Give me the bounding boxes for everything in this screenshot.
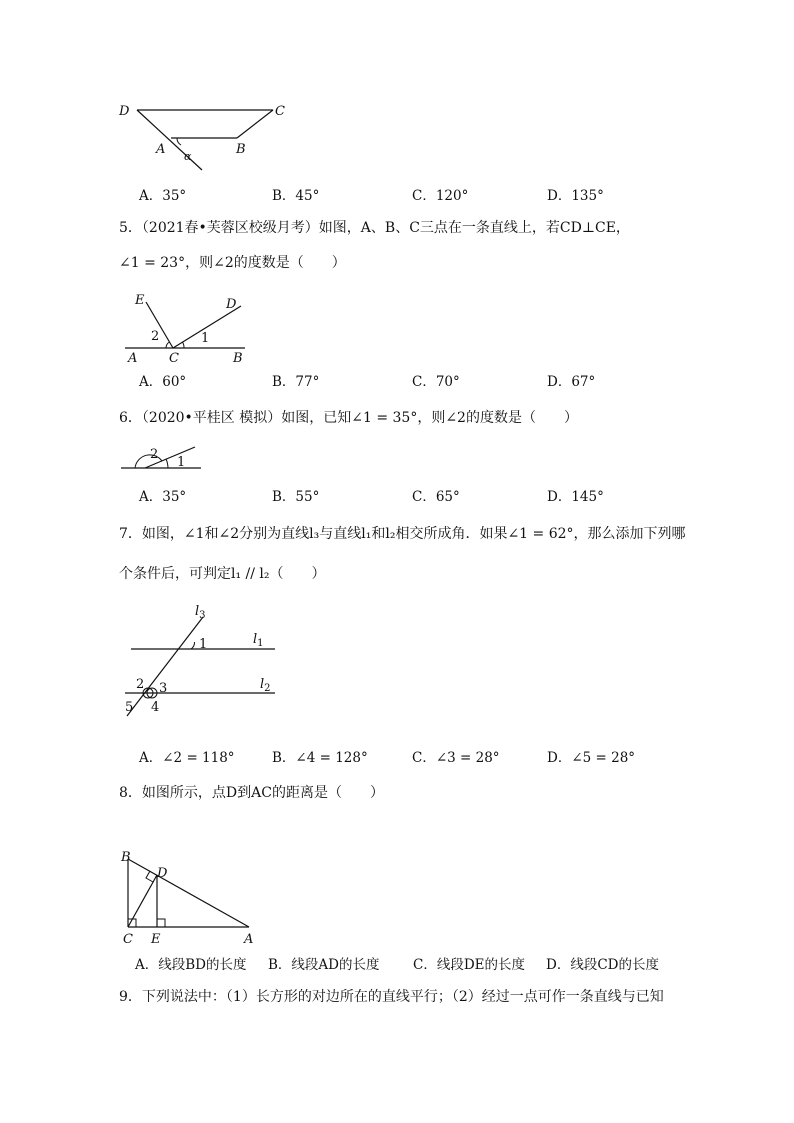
q5-label-e: E — [135, 293, 145, 308]
q4-label-c: C — [275, 104, 285, 119]
q7-label-l3: $l_3$ — [195, 604, 206, 621]
q4-option-d[interactable]: D．135° — [547, 188, 604, 204]
q4-figure — [115, 100, 295, 175]
q5-option-a[interactable]: A．60° — [139, 374, 187, 390]
q4-label-b: B — [236, 142, 246, 157]
q6-question-line1: 6．（2020•平桂区 模拟）如图，已知∠1 = 35°，则∠2的度数是（ ） — [119, 410, 578, 426]
q5-label-a: A — [128, 351, 138, 366]
q7-option-b[interactable]: B．∠4 = 128° — [272, 750, 368, 766]
q4-option-b[interactable]: B．45° — [272, 188, 320, 204]
q7-label-l1: $l_1$ — [253, 632, 264, 649]
q7-label-3: 3 — [159, 681, 168, 696]
q5-question-line2: ∠1 = 23°，则∠2的度数是（ ） — [119, 255, 346, 271]
q7-option-d[interactable]: D．∠5 = 28° — [547, 750, 636, 766]
q7-option-c[interactable]: C．∠3 = 28° — [412, 750, 500, 766]
q5-label-b: B — [233, 351, 243, 366]
q5-option-d[interactable]: D．67° — [547, 374, 596, 390]
q5-label-c: C — [169, 351, 179, 366]
q5-label-d: D — [226, 297, 237, 312]
q7-option-a[interactable]: A．∠2 = 118° — [139, 750, 235, 766]
q5-option-c[interactable]: C．70° — [412, 374, 460, 390]
q7-label-4: 4 — [151, 700, 160, 715]
q8-option-b[interactable]: B．线段AD的长度 — [268, 957, 380, 973]
q7-question-line1: 7．如图，∠1和∠2分别为直线l₃与直线l₁和l₂相交所成角．如果∠1 = 62°，那么添加下列哪 — [119, 526, 686, 542]
q7-label-5: 5 — [125, 700, 134, 715]
q5-label-2: 2 — [151, 329, 160, 344]
q4-label-alpha: α — [184, 150, 192, 163]
q8-option-a[interactable]: A．线段BD的长度 — [135, 957, 247, 973]
q7-figure — [115, 600, 285, 720]
q8-label-d: D — [157, 866, 168, 881]
q5-option-b[interactable]: B．77° — [272, 374, 320, 390]
q8-option-c[interactable]: C．线段DE的长度 — [413, 957, 526, 973]
q9-question-line1: 9．下列说法中：（1）长方形的对边所在的直线平行；（2）经过一点可作一条直线与已知 — [119, 989, 664, 1005]
q6-figure — [115, 440, 210, 475]
q7-label-2: 2 — [136, 677, 145, 692]
q4-label-a: A — [156, 142, 166, 157]
q5-question-line1: 5．（2021春•芙蓉区校级月考）如图，A、B、C三点在一条直线上，若CD⊥CE， — [119, 220, 630, 236]
q8-label-c: C — [123, 932, 133, 947]
q6-label-1: 1 — [177, 455, 186, 470]
q7-label-1: 1 — [199, 637, 208, 652]
q8-label-b: B — [121, 850, 131, 865]
q8-label-a: A — [244, 932, 254, 947]
q6-option-c[interactable]: C．65° — [412, 489, 460, 505]
q7-question-line2: 个条件后，可判定l₁ // l₂（ ） — [119, 566, 326, 582]
q8-question-line1: 8．如图所示，点D到AC的距离是（ ） — [119, 785, 384, 801]
q8-figure — [115, 845, 265, 945]
q5-label-1: 1 — [201, 331, 210, 346]
q5-figure — [115, 290, 255, 365]
q4-option-a[interactable]: A．35° — [139, 188, 187, 204]
q4-option-c[interactable]: C．120° — [412, 188, 469, 204]
q8-option-d[interactable]: D．线段CD的长度 — [546, 957, 659, 973]
q6-option-b[interactable]: B．55° — [272, 489, 320, 505]
q4-label-d: D — [119, 104, 130, 119]
q6-option-a[interactable]: A．35° — [139, 489, 187, 505]
q6-option-d[interactable]: D．145° — [547, 489, 604, 505]
q7-label-l2: $l_2$ — [260, 677, 271, 694]
q6-label-2: 2 — [150, 447, 159, 462]
q8-label-e: E — [151, 932, 161, 947]
